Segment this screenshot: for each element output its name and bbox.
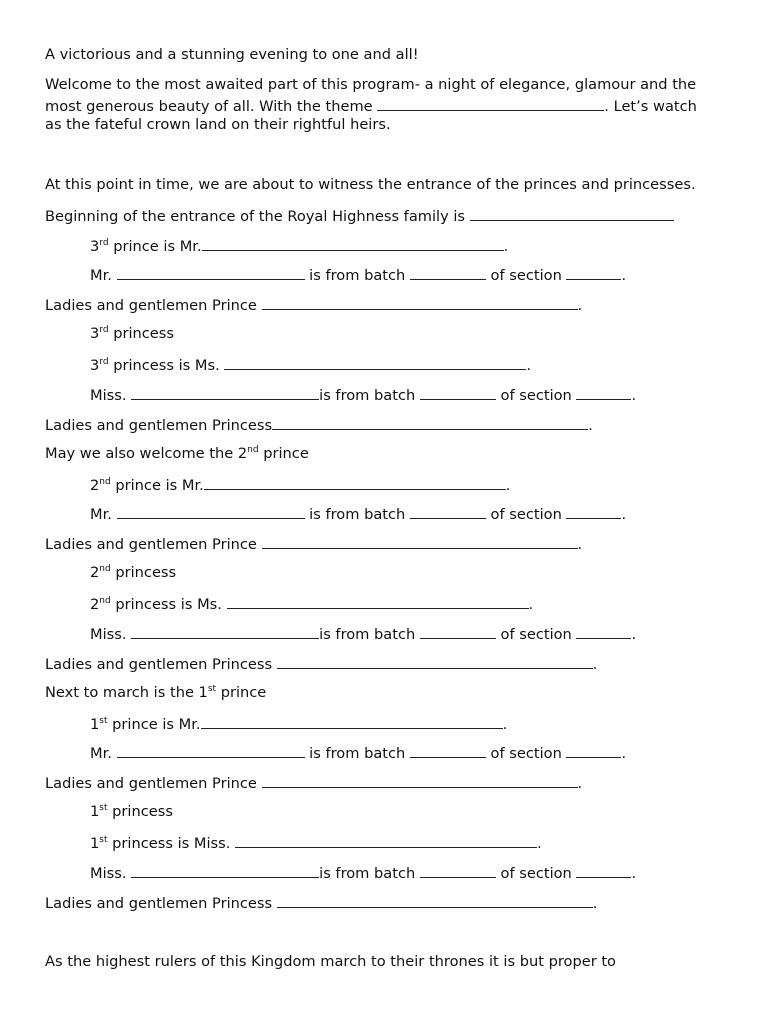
batch-blank[interactable] — [420, 624, 496, 639]
batch-blank[interactable] — [410, 265, 486, 280]
name-blank[interactable] — [277, 893, 593, 908]
royal-family-line: Beginning of the entrance of the Royal Highness family is — [45, 206, 674, 226]
royal-family-blank[interactable] — [470, 206, 674, 221]
first-princess-batch-line: Miss. is from batch of section . — [90, 865, 637, 882]
welcome-line-1: Welcome to the most awaited part of this program- a night of elegance, glamour and the — [45, 76, 697, 93]
name-blank[interactable] — [131, 385, 319, 400]
section-blank[interactable] — [566, 265, 621, 280]
name-blank[interactable] — [227, 594, 529, 609]
first-princess-heading: 1st princess — [90, 803, 173, 820]
third-princess-batch-line: Miss. is from batch of section . — [90, 387, 637, 404]
first-prince-announce: Ladies and gentlemen Prince . — [45, 775, 583, 792]
third-prince-name-line: 3rd prince is Mr. . — [90, 238, 509, 255]
section-blank[interactable] — [566, 743, 621, 758]
second-princess-heading: 2nd princess — [90, 564, 177, 581]
second-princess-announce: Ladies and gentlemen Princess . — [45, 656, 598, 673]
entrance-intro: At this point in time, we are about to witness the entrance of the princes and princesses. — [45, 176, 696, 193]
third-prince-announce: Ladies and gentlemen Prince . — [45, 297, 583, 314]
name-blank[interactable] — [262, 773, 578, 788]
second-prince-intro: May we also welcome the 2nd prince — [45, 445, 309, 462]
batch-blank[interactable] — [410, 743, 486, 758]
third-princess-announce: Ladies and gentlemen Princess . — [45, 417, 593, 434]
second-prince-batch-line: Mr. is from batch of section . — [90, 506, 627, 523]
third-princess-name-line: 3rd princess is Ms. . — [90, 357, 532, 374]
second-princess-name-line: 2nd princess is Ms. . — [90, 596, 534, 613]
name-blank[interactable] — [117, 504, 305, 519]
name-blank[interactable] — [235, 833, 537, 848]
theme-blank[interactable] — [377, 96, 604, 111]
third-princess-heading: 3rd princess — [90, 325, 174, 342]
welcome-line-2: most generous beauty of all. With the theme . Let’s watch — [45, 98, 697, 115]
name-blank[interactable] — [117, 265, 305, 280]
second-prince-announce: Ladies and gentlemen Prince . — [45, 536, 583, 553]
third-prince-batch-line: Mr. is from batch of section . — [90, 267, 627, 284]
closing-line: As the highest rulers of this Kingdom march to their thrones it is but proper to — [45, 953, 616, 970]
welcome-line-3: as the fateful crown land on their rightful heirs. — [45, 116, 391, 133]
name-blank[interactable] — [131, 863, 319, 878]
second-prince-name-line: 2nd prince is Mr. . — [90, 477, 511, 494]
second-princess-batch-line: Miss. is from batch of section . — [90, 626, 637, 643]
name-blank[interactable] — [202, 236, 504, 251]
first-princess-announce: Ladies and gentlemen Princess . — [45, 895, 598, 912]
name-blank[interactable] — [204, 475, 506, 490]
name-blank[interactable] — [117, 743, 305, 758]
section-blank[interactable] — [576, 863, 631, 878]
name-blank[interactable] — [131, 624, 319, 639]
batch-blank[interactable] — [420, 863, 496, 878]
name-blank[interactable] — [262, 295, 578, 310]
batch-blank[interactable] — [410, 504, 486, 519]
first-princess-name-line: 1st princess is Miss. . — [90, 835, 542, 852]
section-blank[interactable] — [566, 504, 621, 519]
first-prince-name-line: 1st prince is Mr. . — [90, 716, 508, 733]
section-blank[interactable] — [576, 385, 631, 400]
name-blank[interactable] — [262, 534, 578, 549]
first-prince-intro: Next to march is the 1st prince — [45, 684, 267, 701]
opening-line: A victorious and a stunning evening to one and all! — [45, 46, 419, 63]
batch-blank[interactable] — [420, 385, 496, 400]
section-blank[interactable] — [576, 624, 631, 639]
first-prince-batch-line: Mr. is from batch of section . — [90, 745, 627, 762]
name-blank[interactable] — [277, 654, 593, 669]
name-blank[interactable] — [224, 355, 526, 370]
name-blank[interactable] — [201, 714, 503, 729]
name-blank[interactable] — [272, 415, 588, 430]
